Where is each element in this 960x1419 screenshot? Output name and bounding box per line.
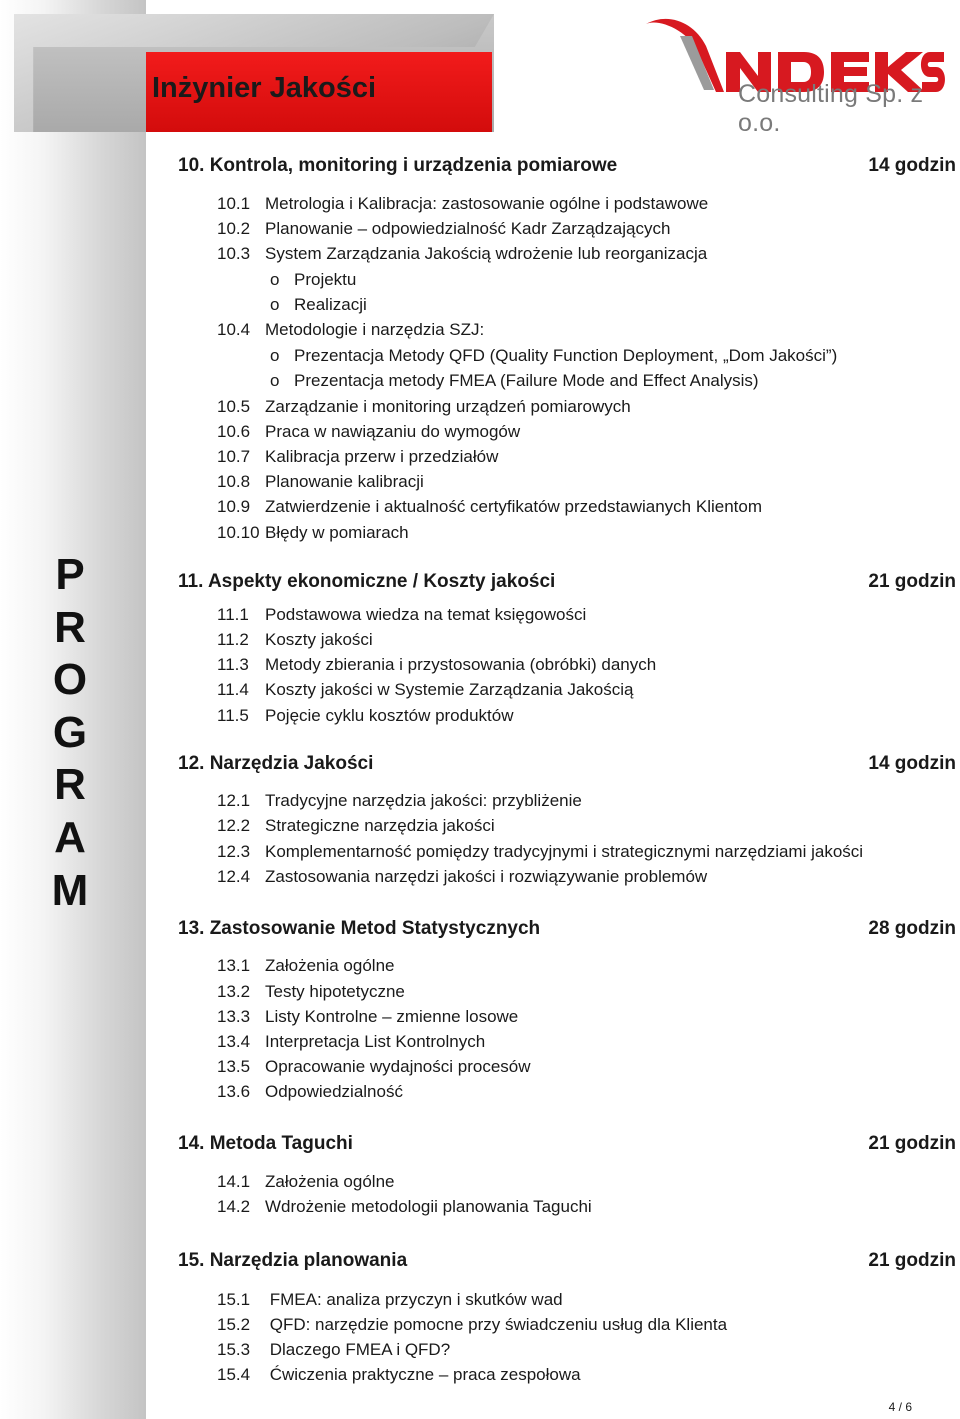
bullet: o	[270, 371, 280, 390]
item-text: Planowanie – odpowiedzialność Kadr Zarządzających	[265, 219, 671, 238]
list-item	[217, 1172, 394, 1192]
list-item	[217, 655, 656, 675]
section-heading	[178, 918, 958, 940]
sub-list-item	[270, 346, 837, 366]
list-item	[217, 867, 707, 887]
item-text: Listy Kontrolne – zmienne losowe	[265, 1007, 519, 1026]
list-item	[217, 1197, 592, 1217]
item-text: Prezentacja Metody QFD (Quality Function Deployment, „Dom Jakości”)	[294, 346, 838, 365]
list-item	[217, 219, 670, 239]
list-item	[217, 1007, 518, 1027]
section-heading	[178, 1250, 958, 1272]
item-text: Interpretacja List Kontrolnych	[265, 1032, 486, 1051]
item-text: Tradycyjne narzędzia jakości: przybliżenie	[265, 791, 582, 810]
item-text: System Zarządzania Jakością wdrożenie lub reorganizacja	[265, 244, 708, 263]
vertical-letter: R	[54, 602, 86, 652]
item-number: 10.6	[217, 422, 251, 441]
item-number: 13.5	[217, 1057, 251, 1076]
sub-list-item	[270, 270, 356, 290]
list-item	[217, 1032, 485, 1052]
item-text: Metody zbierania i przystosowania (obróbki) danych	[265, 655, 657, 674]
section-title: 10. Kontrola, monitoring i urządzenia pomiarowe	[178, 155, 618, 176]
section-hours: 21 godzin	[868, 1250, 956, 1271]
item-text: Planowanie kalibracji	[265, 472, 424, 491]
list-item	[217, 422, 520, 442]
list-item	[217, 791, 582, 811]
vertical-letter: A	[54, 812, 86, 862]
section-hours: 14 godzin	[868, 155, 956, 176]
item-number: 14.1	[217, 1172, 251, 1191]
item-number: 12.4	[217, 867, 251, 886]
list-item	[217, 982, 405, 1002]
item-text: Kalibracja przerw i przedziałów	[265, 447, 499, 466]
list-item	[217, 605, 586, 625]
item-number: 10.9	[217, 497, 251, 516]
section-title: 14. Metoda Taguchi	[178, 1133, 353, 1154]
section-heading	[178, 571, 958, 593]
item-number: 12.3	[217, 842, 251, 861]
item-number: 13.6	[217, 1082, 251, 1101]
item-text: Założenia ogólne	[265, 956, 395, 975]
item-text: Strategiczne narzędzia jakości	[265, 816, 495, 835]
list-item	[217, 497, 762, 517]
item-number: 10.8	[217, 472, 251, 491]
page-number: 4 / 6	[888, 1400, 912, 1414]
item-number: 13.4	[217, 1032, 251, 1051]
item-text: Metrologia i Kalibracja: zastosowanie ogólne i podstawowe	[265, 194, 709, 213]
item-text: Projektu	[294, 270, 357, 289]
vertical-letter: O	[52, 655, 88, 705]
item-number: 10.3	[217, 244, 251, 263]
item-text: Dlaczego FMEA i QFD?	[265, 1340, 451, 1359]
list-item	[217, 447, 498, 467]
item-number: 10.4	[217, 320, 251, 339]
vertical-program-label	[40, 549, 100, 917]
item-number: 14.2	[217, 1197, 251, 1216]
item-text: Błędy w pomiarach	[265, 523, 409, 542]
item-text: Zastosowania narzędzi jakości i rozwiązywanie problemów	[265, 867, 708, 886]
list-item	[217, 523, 409, 543]
list-item	[217, 1290, 563, 1310]
item-number: 10.10	[217, 523, 260, 542]
section-title: 13. Zastosowanie Metod Statystycznych	[178, 918, 541, 939]
list-item	[217, 320, 484, 340]
section-title: 15. Narzędzia planowania	[178, 1250, 408, 1271]
item-number: 11.5	[217, 706, 249, 725]
list-item	[217, 1365, 581, 1385]
bullet: o	[270, 346, 280, 365]
item-text: Odpowiedzialność	[265, 1082, 403, 1101]
list-item	[217, 1340, 450, 1360]
item-number: 11.1	[217, 605, 249, 624]
vertical-letter: R	[54, 760, 86, 810]
item-text: Koszty jakości	[265, 630, 373, 649]
vertical-letter: M	[51, 865, 89, 915]
item-number: 15.1	[217, 1290, 251, 1309]
section-hours: 28 godzin	[868, 918, 956, 939]
item-number: 13.2	[217, 982, 251, 1001]
logo-company-name: Consulting Sp. z o.o.	[738, 80, 924, 137]
list-item	[217, 630, 373, 650]
section-heading	[178, 155, 958, 177]
item-text: Ćwiczenia praktyczne – praca zespołowa	[265, 1365, 581, 1384]
sub-list-item	[270, 371, 759, 391]
item-number: 15.2	[217, 1315, 251, 1334]
item-number: 10.5	[217, 397, 251, 416]
section-hours: 21 godzin	[868, 1133, 956, 1154]
item-text: Wdrożenie metodologii planowania Taguchi	[265, 1197, 592, 1216]
item-text: Testy hipotetyczne	[265, 982, 405, 1001]
sub-list-item	[270, 295, 367, 315]
section-hours: 14 godzin	[868, 753, 956, 774]
item-text: Pojęcie cyklu kosztów produktów	[265, 706, 514, 725]
item-number: 11.3	[217, 655, 249, 674]
section-title: 12. Narzędzia Jakości	[178, 753, 374, 774]
item-text: QFD: narzędzie pomocne przy świadczeniu usług dla Klienta	[265, 1315, 728, 1334]
item-number: 12.2	[217, 816, 251, 835]
item-text: Podstawowa wiedza na temat księgowości	[265, 605, 587, 624]
section-heading	[178, 1133, 958, 1155]
item-text: Prezentacja metody FMEA (Failure Mode and Effect Analysis)	[294, 371, 759, 390]
list-item	[217, 397, 631, 417]
section-heading	[178, 753, 958, 775]
item-number: 10.2	[217, 219, 251, 238]
list-item	[217, 1082, 403, 1102]
vertical-letter: G	[52, 707, 88, 757]
item-number: 13.1	[217, 956, 251, 975]
item-number: 11.2	[217, 630, 249, 649]
list-item	[217, 244, 707, 264]
list-item	[217, 472, 424, 492]
item-number: 15.4	[217, 1365, 251, 1384]
item-number: 13.3	[217, 1007, 251, 1026]
item-text: Komplementarność pomiędzy tradycyjnymi i strategicznymi narzędziami jakości	[265, 842, 864, 861]
item-number: 10.7	[217, 447, 251, 466]
item-text: Zarządzanie i monitoring urządzeń pomiarowych	[265, 397, 631, 416]
item-number: 15.3	[217, 1340, 251, 1359]
item-text: Zatwierdzenie i aktualność certyfikatów przedstawianych Klientom	[265, 497, 763, 516]
bullet: o	[270, 270, 280, 289]
list-item	[217, 194, 708, 214]
item-number: 10.1	[217, 194, 251, 213]
item-text: Praca w nawiązaniu do wymogów	[265, 422, 521, 441]
section-title: 11. Aspekty ekonomiczne / Koszty jakości	[178, 571, 556, 592]
list-item	[217, 680, 633, 700]
item-text: Realizacji	[294, 295, 367, 314]
list-item	[217, 1315, 727, 1335]
item-number: 11.4	[217, 680, 249, 699]
bullet: o	[270, 295, 280, 314]
vertical-letter: P	[55, 550, 85, 599]
item-text: Metodologie i narzędzia SZJ:	[265, 320, 485, 339]
section-hours: 21 godzin	[868, 571, 956, 592]
item-text: Opracowanie wydajności procesów	[265, 1057, 531, 1076]
item-text: Koszty jakości w Systemie Zarządzania Jakością	[265, 680, 634, 699]
page-title: Inżynier Jakości	[152, 72, 377, 104]
item-text: Założenia ogólne	[265, 1172, 395, 1191]
item-text: FMEA: analiza przyczyn i skutków wad	[265, 1290, 563, 1309]
list-item	[217, 1057, 531, 1077]
item-number: 12.1	[217, 791, 251, 810]
list-item	[217, 706, 514, 726]
list-item	[217, 816, 495, 836]
list-item	[217, 956, 394, 976]
list-item	[217, 842, 863, 862]
